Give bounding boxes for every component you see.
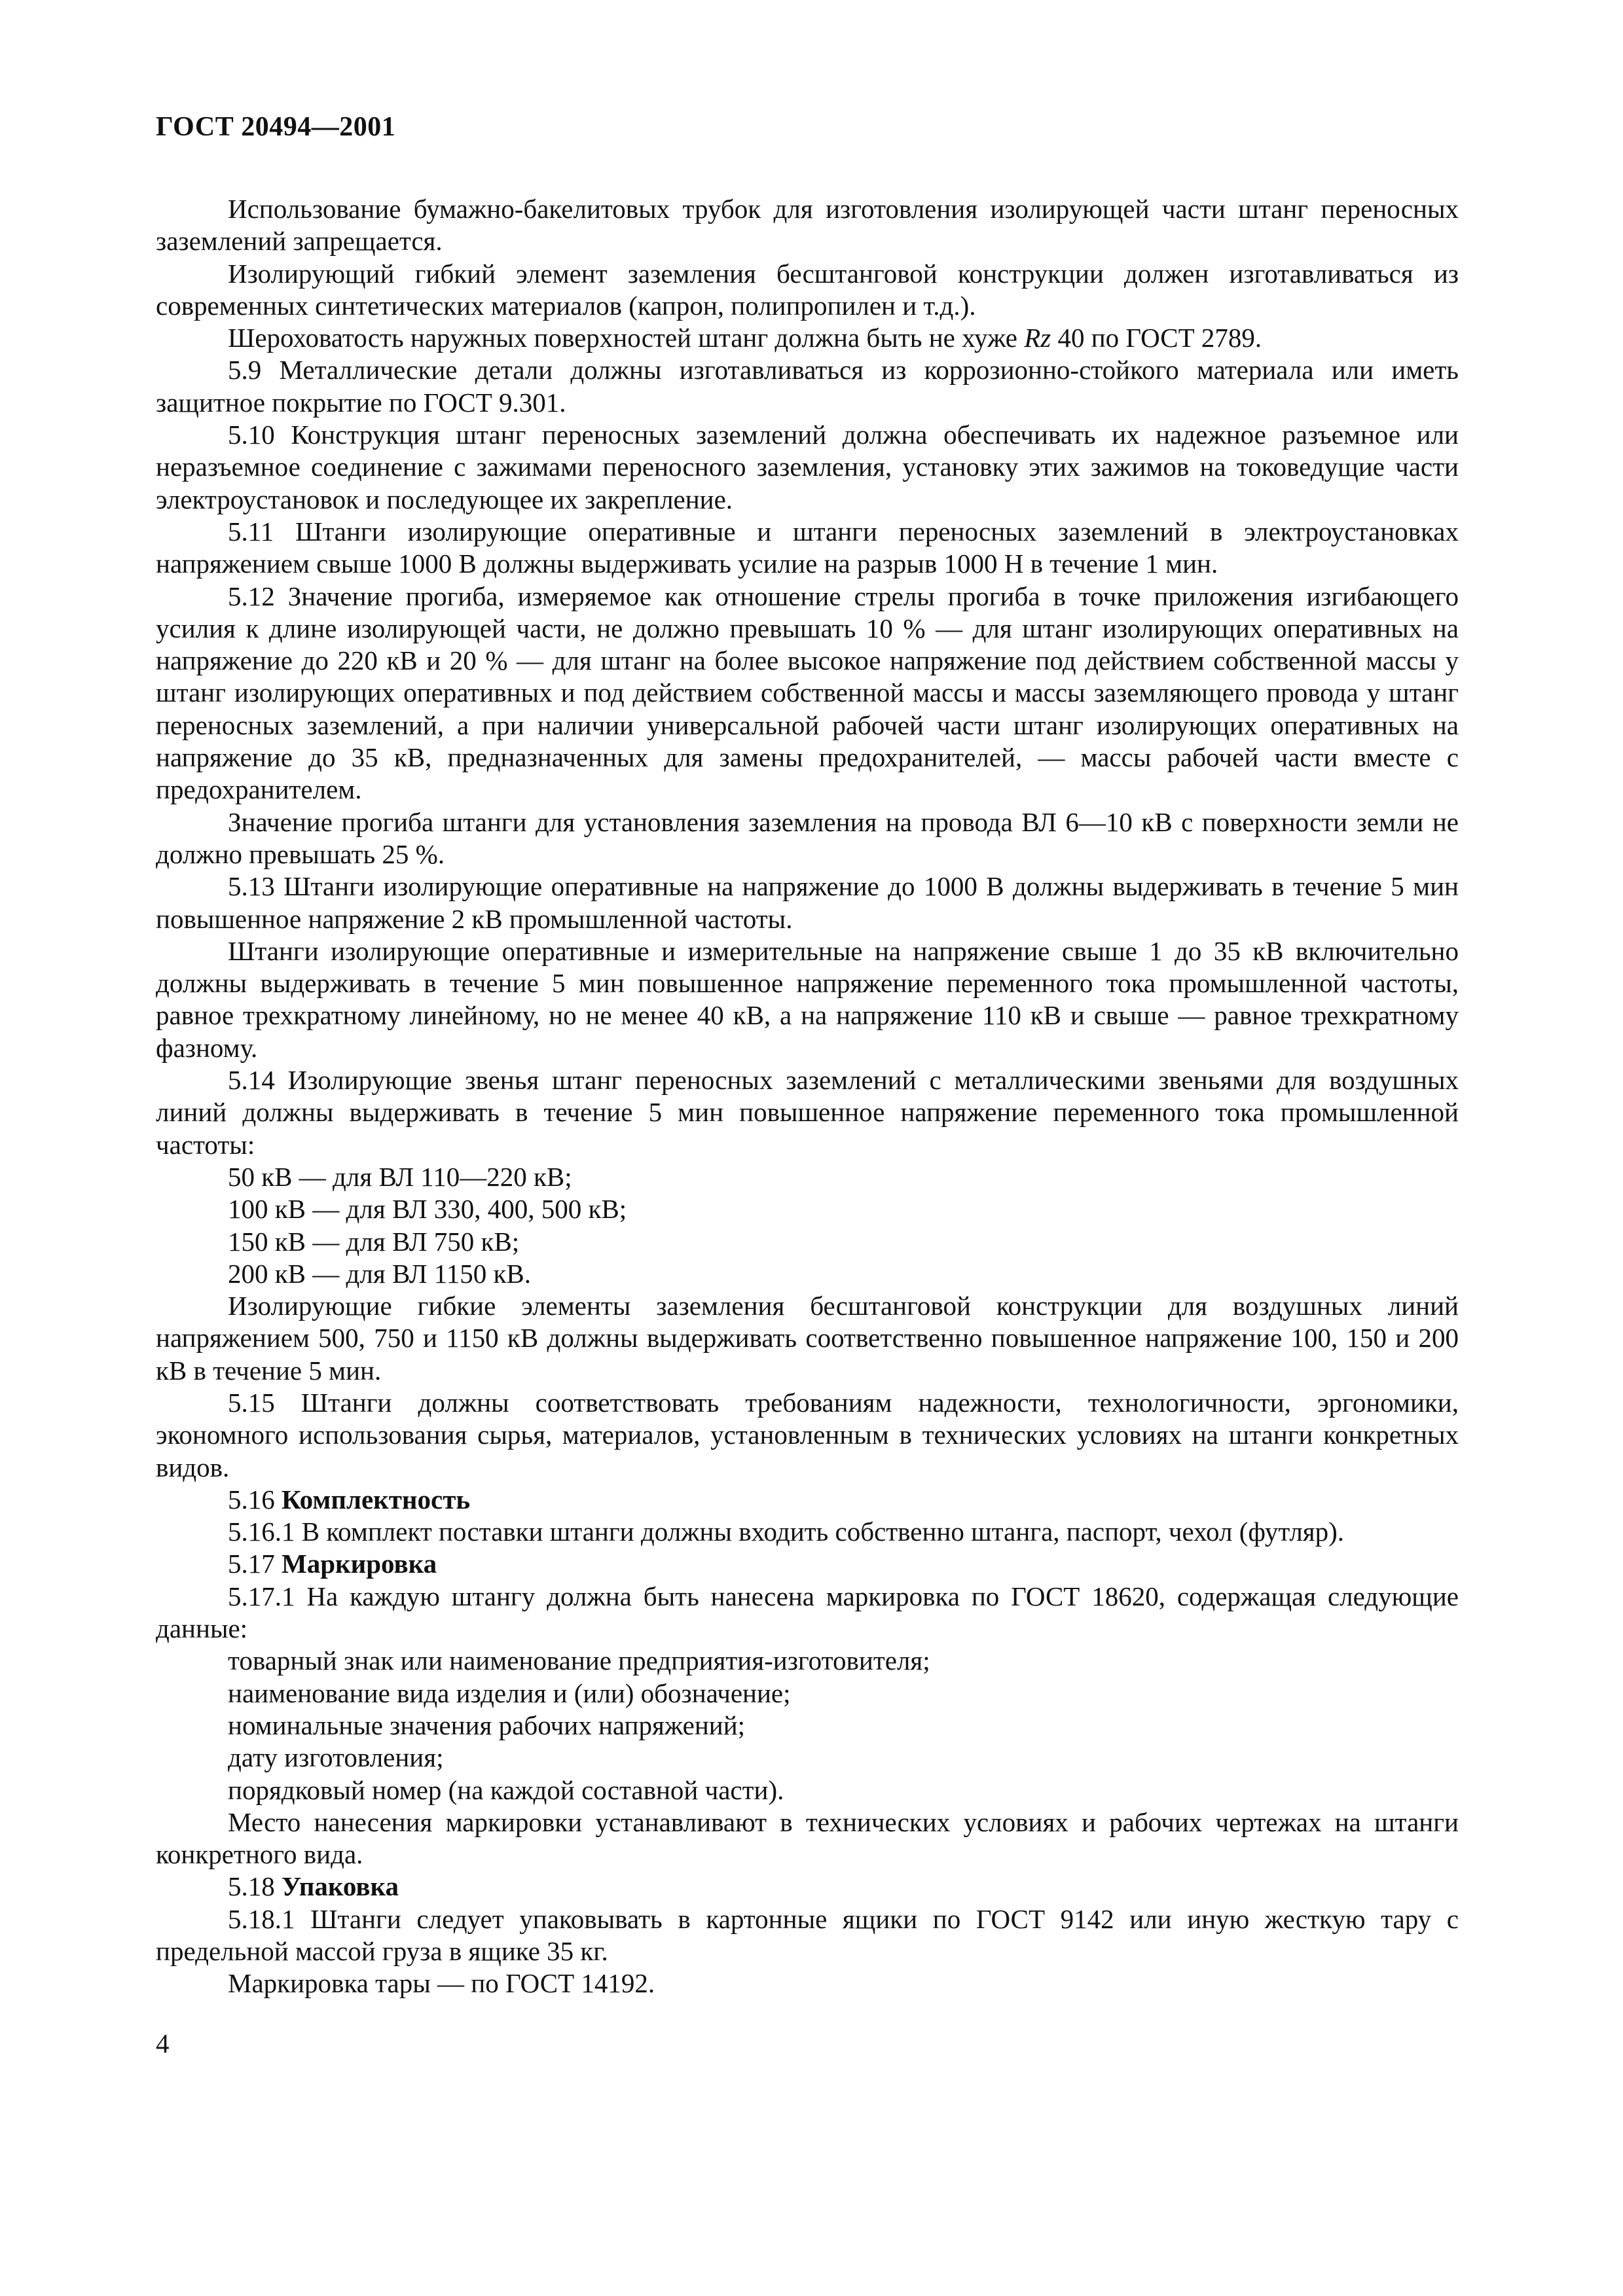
paragraph: Маркировка тары — по ГОСТ 14192.: [228, 1968, 655, 1999]
list-item: 50 кВ — для ВЛ 110—220 кВ;: [228, 1161, 572, 1192]
paragraph-5-14: 5.14 Изолирующие звенья штанг переносных заземлений с металлическими звеньями для воздушных линий должны выдерживать в течение 5 мин повышенное напряжение переменного тока промышленной частоты:: [156, 1065, 1459, 1160]
paragraph: Использование бумажно-бакелитовых трубок для изготовления изолирующей части штанг переносных заземлений запрещается.: [156, 194, 1459, 257]
paragraph-5-16-1: 5.16.1 В комплект поставки штанги должны входить собственно штанга, паспорт, чехол (футляр).: [228, 1516, 1345, 1547]
paragraph-5-9: 5.9 Металлические детали должны изготавливаться из коррозионно-стойкого материала или иметь защитное покрытие по ГОСТ 9.301.: [156, 355, 1459, 418]
list-item: наименование вида изделия и (или) обозначение;: [228, 1677, 791, 1708]
text-fragment: 40 по ГОСТ 2789.: [1051, 323, 1262, 353]
paragraph-5-18-1: 5.18.1 Штанги следует упаковывать в картонные ящики по ГОСТ 9142 или иную жесткую тару с предельной массой груза в ящике 35 кг.: [156, 1903, 1459, 1967]
paragraph: Место нанесения маркировки устанавливают в технических условиях и рабочих чертежах на штанги конкретного вида.: [156, 1806, 1459, 1870]
section-number: 5.17: [228, 1549, 282, 1579]
list-item: 200 кВ — для ВЛ 1150 кВ.: [228, 1258, 532, 1289]
section-heading-5-17: [156, 1548, 1459, 1580]
paragraph-roughness: [156, 322, 1459, 354]
section-title: Маркировка: [282, 1549, 437, 1579]
text-fragment: Шероховатость наружных поверхностей штанг должна быть не хуже: [228, 323, 1025, 353]
list-item: дату изготовления;: [228, 1742, 444, 1773]
section-number: 5.18: [228, 1871, 282, 1902]
list-item: номинальные значения рабочих напряжений;: [228, 1710, 746, 1740]
paragraph-5-13: 5.13 Штанги изолирующие оперативные на напряжение до 1000 В должны выдерживать в течение 5 мин повышенное напряжение 2 кВ промышленной частоты.: [156, 871, 1459, 934]
paragraph: Изолирующие гибкие элементы заземления бесштанговой конструкции для воздушных линий напряжением 500, 750 и 1150 кВ должны выдерживать соответственно повышенное напряжение 100, 150 и 200 кВ в течение 5 мин.: [156, 1291, 1459, 1386]
section-title: Комплектность: [282, 1484, 471, 1515]
list-item: 100 кВ — для ВЛ 330, 400, 500 кВ;: [228, 1194, 627, 1225]
paragraph-5-15: 5.15 Штанги должны соответствовать требованиям надежности, технологичности, эргономики, экономного использования сырья, материалов, установленным в технических условиях на штанги конкретных видов.: [156, 1387, 1459, 1482]
page-number: 4: [156, 2028, 170, 2058]
paragraph: Значение прогиба штанги для установления заземления на провода ВЛ 6—10 кВ с поверхности земли не должно превышать 25 %.: [156, 806, 1459, 869]
rz-symbol: Rz: [1024, 323, 1051, 353]
paragraph: Штанги изолирующие оперативные и измерительные на напряжение свыше 1 до 35 кВ включительно должны выдерживать в течение 5 мин повышенное напряжение переменного тока промышленной частоты, равное трехкратному линейному, но не менее 40 кВ, а на напряжение 110 кВ и свыше — равное трехкратному фазному.: [156, 935, 1459, 1063]
paragraph-5-17-1: 5.17.1 На каждую штангу должна быть нанесена маркировка по ГОСТ 18620, содержащая следующие данные:: [156, 1581, 1459, 1644]
paragraph-5-12: 5.12 Значение прогиба, измеряемое как отношение стрелы прогиба в точке приложения изгибающего усилия к длине изолирующей части, не должно превышать 10 % — для штанг изолирующих оперативных на напряжение до 220 кВ и 20 % — для штанг на более высокое напряжение под действием собственной массы у штанг изолирующих оперативных и под действием собственной массы и массы заземляющего провода у штанг переносных заземлений, а при наличии универсальной рабочей части штанг изолирующих оперативных на напряжение до 35 кВ, предназначенных для замены предохранителей, — массы рабочей части вместе с предохранителем.: [156, 581, 1459, 805]
paragraph-5-10: 5.10 Конструкция штанг переносных заземлений должна обеспечивать их надежное разъемное или неразъемное соединение с зажимами переносного заземления, установку этих зажимов на токоведущие части электроустановок и последующее их закрепление.: [156, 420, 1459, 514]
section-title: Упаковка: [282, 1871, 399, 1902]
document-body: [156, 193, 1459, 2000]
document-header: ГОСТ 20494—2001: [156, 112, 396, 142]
section-heading-5-18: [156, 1871, 1459, 1903]
list-item: товарный знак или наименование предприятия-изготовителя;: [228, 1645, 930, 1676]
paragraph: Изолирующий гибкий элемент заземления бесштанговой конструкции должен изготавливаться из современных синтетических материалов (капрон, полипропилен и т.д.).: [156, 258, 1459, 321]
section-number: 5.16: [228, 1484, 282, 1515]
paragraph-5-11: 5.11 Штанги изолирующие оперативные и штанги переносных заземлений в электроустановках напряжением свыше 1000 В должны выдерживать усилие на разрыв 1000 Н в течение 1 мин.: [156, 516, 1459, 579]
list-item: 150 кВ — для ВЛ 750 кВ;: [228, 1226, 520, 1257]
list-item: порядковый номер (на каждой составной части).: [228, 1774, 784, 1805]
section-heading-5-16: [156, 1484, 1459, 1516]
